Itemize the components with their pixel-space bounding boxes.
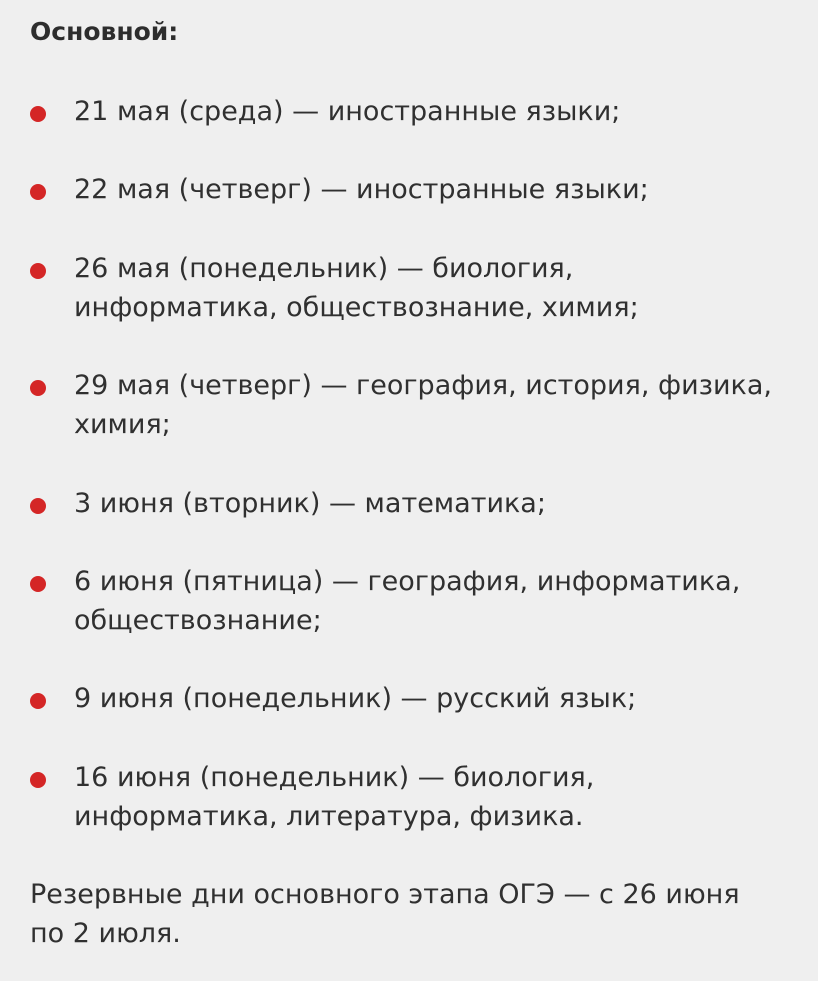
bullet-icon <box>30 106 46 122</box>
bullet-icon <box>30 184 46 200</box>
bullet-icon <box>30 772 46 788</box>
exam-schedule-list <box>30 92 778 836</box>
bullet-icon <box>30 498 46 514</box>
list-item-text: 16 июня (понедельник) — биология, <box>74 762 595 793</box>
list-item <box>30 758 778 836</box>
reserve-days-text: Резервные дни основного этапа ОГЭ — с 26 июня <box>30 879 740 910</box>
list-item <box>30 92 778 131</box>
list-item <box>30 249 778 327</box>
reserve-days-note <box>30 875 778 953</box>
list-item <box>30 562 778 640</box>
bullet-icon <box>30 693 46 709</box>
bullet-icon <box>30 576 46 592</box>
list-item-text: 22 мая (четверг) — иностранные языки; <box>74 174 649 205</box>
list-item-text-continued: информатика, обществознание, химия; <box>74 292 639 323</box>
list-item <box>30 484 778 523</box>
list-item <box>30 679 778 718</box>
bullet-icon <box>30 380 46 396</box>
bullet-icon <box>30 263 46 279</box>
list-item-text: 26 мая (понедельник) — биология, <box>74 253 574 284</box>
list-item-text: 29 мая (четверг) — география, история, физика, <box>74 370 772 401</box>
list-item <box>30 366 778 444</box>
list-item <box>30 170 778 209</box>
list-item-text: 9 июня (понедельник) — русский язык; <box>74 683 637 714</box>
list-item-text-continued: обществознание; <box>74 605 322 636</box>
section-heading: Основной: <box>30 17 179 46</box>
list-item-text-continued: химия; <box>74 409 171 440</box>
list-item-text-continued: информатика, литература, физика. <box>74 801 584 832</box>
list-item-text: 21 мая (среда) — иностранные языки; <box>74 96 621 127</box>
reserve-days-text-continued: по 2 июля. <box>30 918 181 949</box>
list-item-text: 3 июня (вторник) — математика; <box>74 488 546 519</box>
list-item-text: 6 июня (пятница) — география, информатика, <box>74 566 741 597</box>
